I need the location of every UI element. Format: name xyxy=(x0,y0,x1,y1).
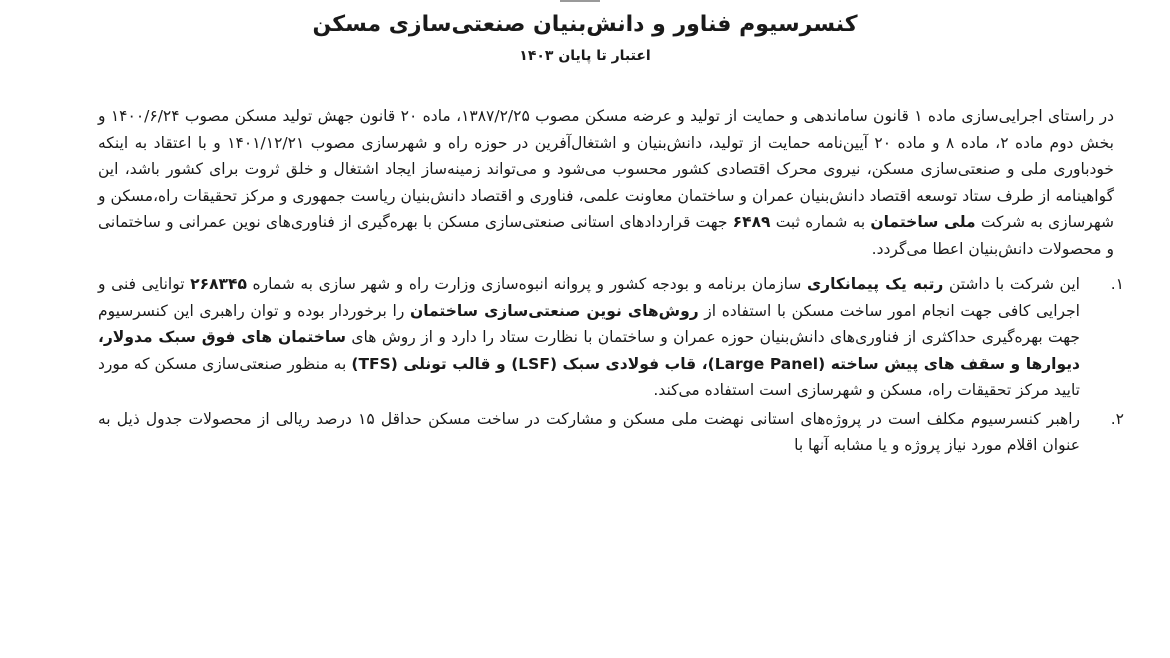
intro-text-1: در راستای اجرایی‌سازی ماده ۱ قانون ساماندهی و حمایت از تولید و عرضه مسکن مصوب ۱۳۸۷/۲/۲۵، ماده ۲۰ قانون جهش تولید مسکن مصوب ۱۴۰۰/۶/۲۴ و بخش دوم ماده ۲، ماده ۸ و ماده ۲۰ آیین‌نامه حمایت از تولید، دانش‌بنیان و اشتغال‌آفرین در حوزه راه و شهرسازی مصوب ۱۴۰۱/۱۲/۲۱ و با اعتقاد به اینکه خودباوری ملی و صنعتی‌سازی مسکن، نیروی محرک اقتصادی کشور محسوب می‌شود و می‌تواند زمینه‌ساز ایجاد اشتغال و خلق ثروت برای کشور باشد، این گواهینامه از طرف ستاد توسعه اقتصاد دانش‌بنیان عمران و ساختمان معاونت علمی، فناوری و اقتصاد دانش‌بنیان ریاست جمهوری و مرکز تحقیقات راه،مسکن و شهرسازی به شرکت xyxy=(98,107,1115,231)
list-item-1 xyxy=(98,271,1124,404)
item-text: به منظور صنعتی‌سازی مسکن که مورد تایید مرکز تحقیقات راه، مسکن و شهرسازی است استفاده می‌کند. xyxy=(98,354,1080,399)
document-title: کنسرسیوم فناور و دانش‌بنیان صنعتی‌سازی مسکن xyxy=(312,12,858,37)
registration-number: ۶۴۸۹ xyxy=(732,213,771,231)
item-number: ۱. xyxy=(1110,275,1124,293)
license-number: ۲۶۸۳۴۵ xyxy=(190,275,247,293)
top-edge-mark xyxy=(560,0,600,6)
item-text: توانایی فنی و اجرایی کافی جهت انجام امور ساخت مسکن با استفاده از xyxy=(98,275,1080,320)
item-number: ۲. xyxy=(1110,409,1124,428)
construction-methods: ساختمان های فوق سبک مدولار، دیوارها و سقف های پیش ساخته (Large Panel)، قاب فولادی سبک (LSF) و قالب تونلی (TFS) xyxy=(98,328,1080,373)
document-body xyxy=(98,103,1124,461)
contractor-rank: رتبه یک پیمانکاری xyxy=(806,275,944,293)
item-text: سازمان برنامه و بودجه کشور و پروانه انبوه‌سازی وزارت راه و شهر سازی به شماره xyxy=(246,275,807,293)
item-text: این شرکت با داشتن xyxy=(943,275,1080,293)
intro-text-2: به شماره ثبت xyxy=(770,213,871,231)
list-item-2 xyxy=(98,406,1124,459)
item-text: راهبر کنسرسیوم مکلف است در پروژه‌های استانی نهضت ملی مسکن و مشارکت در ساخت مسکن حداقل ۱۵ درصد ریالی از محصولات جدول ذیل به عنوان اقلام مورد نیاز پروژه و یا مشابه آنها با xyxy=(98,409,1080,454)
company-name: ملی ساختمان xyxy=(870,213,976,231)
method-highlight: روش‌های نوین صنعتی‌سازی ساختمان xyxy=(409,301,699,320)
intro-paragraph xyxy=(98,103,1114,262)
intro-text-3: جهت قراردادهای استانی صنعتی‌سازی مسکن با بهره‌گیری از فناوری‌های نوین عمرانی و ساختمانی و محصولات دانش‌بنیان اعطا می‌گردد. xyxy=(98,213,1114,258)
item-text: را برخوردار بوده و توان راهبری این کنسرسیوم جهت بهره‌گیری حداکثری از فناوری‌های دانش‌بنیان حوزه عمران و ساختمان با نظارت ستاد را دارد و از روش های xyxy=(98,301,1080,346)
validity-note: اعتبار تا پایان ۱۴۰۳ xyxy=(519,48,651,64)
